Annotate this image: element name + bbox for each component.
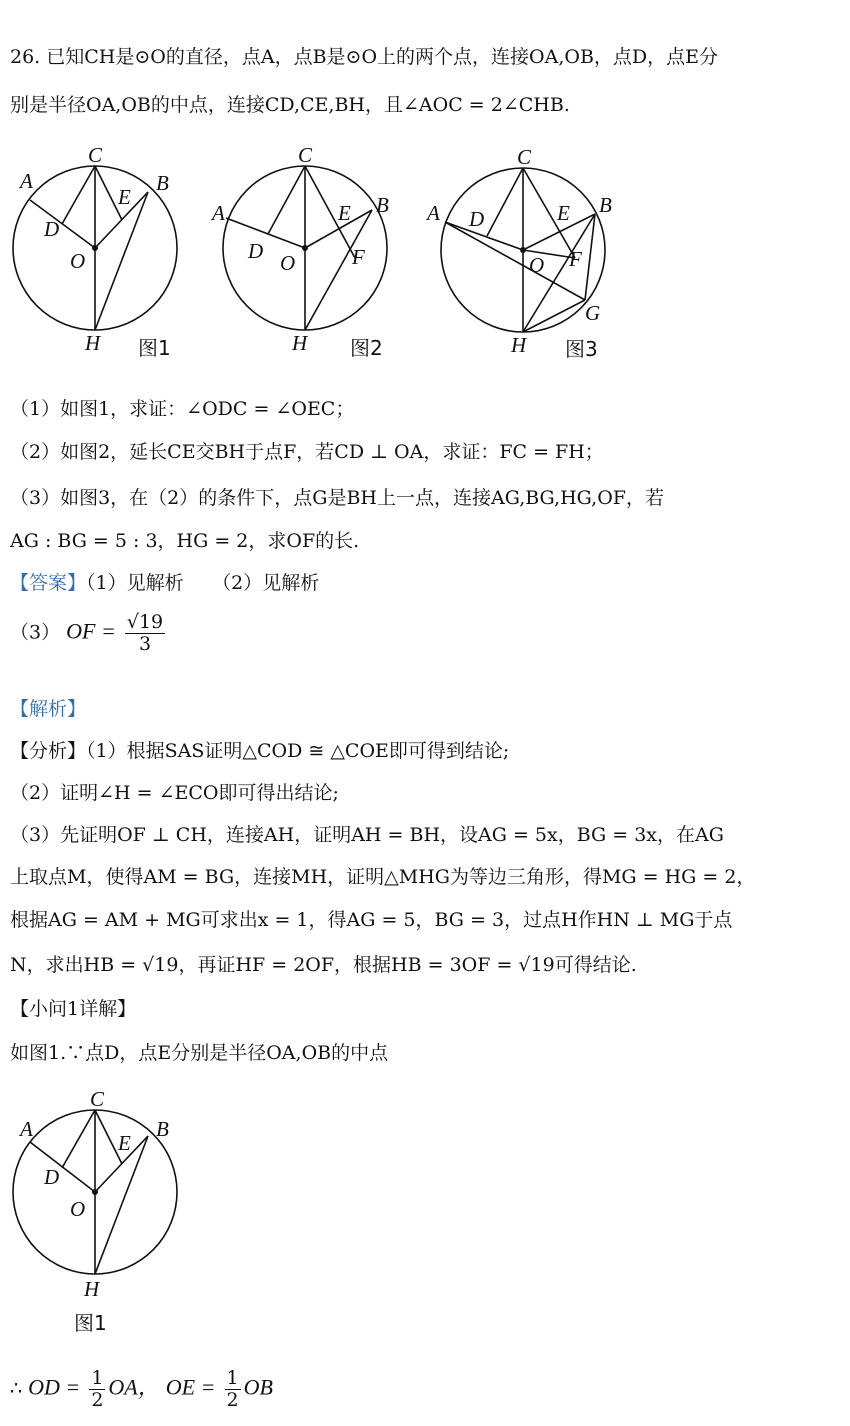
detail-conclusion <box>10 1368 273 1411</box>
question-2: （2）如图2，延长CE交BH于点F，若CD ⊥ OA，求证：FC = FH； <box>10 441 604 463</box>
oe-numerator: 1 <box>226 1367 239 1389</box>
fenxi-line-3d: N，求出HB = √19，再证HF = 2OF，根据HB = 3OF = √19可得结论. <box>10 954 637 976</box>
fig1-caption: 图1 <box>138 336 171 360</box>
fenxi-text-1: （1）根据SAS证明△COD ≅ △COE即可得到结论; <box>86 740 510 762</box>
fig1-label-e: E <box>118 185 131 209</box>
fig2-caption: 图2 <box>350 336 383 360</box>
question-1: （1）如图1，求证：∠ODC = ∠OEC； <box>10 398 355 420</box>
fig3-label-e: E <box>557 201 570 225</box>
detail-fig-caption: 图1 <box>74 1311 107 1335</box>
fig3-label-b: B <box>599 193 612 217</box>
detail-fig-label-a: A <box>20 1117 33 1141</box>
answer-parts-1-2: （1）见解析 （2）见解析 <box>86 572 320 594</box>
fig2-label-d: D <box>248 239 264 263</box>
fig3-label-h: H <box>511 333 527 357</box>
oe-fraction <box>225 1368 241 1411</box>
figure-1 <box>0 140 200 370</box>
detail-line-1: 如图1.∵点D，点E分别是半径OA,OB的中点 <box>10 1042 389 1064</box>
od-lhs: OD = <box>28 1374 81 1400</box>
problem-line-2: 别是半径OA,OB的中点，连接CD,CE,BH，且∠AOC = 2∠CHB. <box>10 94 570 116</box>
oe-denominator: 2 <box>226 1388 239 1411</box>
fig2-label-e: E <box>338 201 351 225</box>
fenxi-line-2: （2）证明∠H = ∠ECO即可得出结论; <box>10 782 339 804</box>
fig1-label-b: B <box>156 171 169 195</box>
detail-fig-label-d: D <box>44 1165 60 1189</box>
ob-term: OB <box>243 1374 273 1400</box>
od-denominator: 2 <box>91 1388 104 1411</box>
analysis-tag: 【解析】 <box>10 698 87 720</box>
figure-2 <box>210 140 410 370</box>
detail-figure-1 <box>0 1080 200 1340</box>
fenxi-line-3c: 根据AG = AM + MG可求出x = 1，得AG = 5，BG = 3，过点H作HN ⊥ MG于点 <box>10 909 733 931</box>
od-fraction <box>89 1368 105 1411</box>
fig3-caption: 图3 <box>565 337 598 361</box>
figure-3 <box>425 140 635 370</box>
answer-part-3-denominator: 3 <box>138 632 152 655</box>
fig1-label-a: A <box>20 169 33 193</box>
fig2-label-a: A <box>212 201 225 225</box>
detail-fig-label-e: E <box>118 1131 131 1155</box>
fig3-label-c: C <box>517 145 532 169</box>
fig1-label-o: O <box>70 249 86 273</box>
fenxi-line-1 <box>10 736 509 763</box>
fig3-label-f: F <box>569 247 582 271</box>
answer-part-3-numerator: √19 <box>126 611 164 633</box>
fig2-label-o: O <box>280 251 296 275</box>
fenxi-line-3b: 上取点M，使得AM = BG，连接MH，证明△MHG为等边三角形，得MG = HG = 2， <box>10 866 756 888</box>
fig1-label-d: D <box>44 217 60 241</box>
problem-line-1: 26. 已知CH是⊙O的直径，点A，点B是⊙O上的两个点，连接OA,OB，点D，点E分 <box>10 46 719 68</box>
oa-term: OA， <box>108 1374 160 1400</box>
fig3-label-a: A <box>427 201 440 225</box>
fig1-label-c: C <box>88 143 103 167</box>
fig2-label-h: H <box>292 331 308 355</box>
fig2-label-b: B <box>376 193 389 217</box>
answer-part-3 <box>10 612 168 655</box>
answer-part-3-fraction <box>125 612 165 655</box>
question-3-line-2: AG : BG = 5 : 3，HG = 2，求OF的长. <box>10 530 360 552</box>
fig2-label-c: C <box>298 143 313 167</box>
detail-tag: 【小问1详解】 <box>10 998 137 1020</box>
oe-lhs: OE = <box>165 1374 216 1400</box>
fenxi-line-3a: （3）先证明OF ⊥ CH，连接AH，证明AH = BH，设AG = 5x，BG = 3x，在AG <box>10 824 724 846</box>
fig2-label-f: F <box>352 245 365 269</box>
fenxi-tag: 【分析】 <box>10 740 87 762</box>
detail-fig-label-o: O <box>70 1197 86 1221</box>
question-3-line-1: （3）如图3，在（2）的条件下，点G是BH上一点，连接AG,BG,HG,OF，若 <box>10 487 664 509</box>
answer-tag: 【答案】 <box>10 572 87 594</box>
therefore-symbol: ∴ <box>10 1377 23 1400</box>
fig1-label-h: H <box>85 331 101 355</box>
answer-part-3-lhs: OF = <box>66 618 116 644</box>
detail-fig-label-c: C <box>90 1087 105 1111</box>
fig3-label-o: O <box>529 253 545 277</box>
detail-fig-label-h: H <box>84 1277 100 1301</box>
fig3-label-g: G <box>585 301 601 325</box>
detail-fig-label-b: B <box>156 1117 169 1141</box>
answer-part-3-prefix: （3） <box>10 621 61 644</box>
fig3-label-d: D <box>469 207 485 231</box>
od-numerator: 1 <box>91 1367 104 1389</box>
answer-line <box>10 568 319 595</box>
